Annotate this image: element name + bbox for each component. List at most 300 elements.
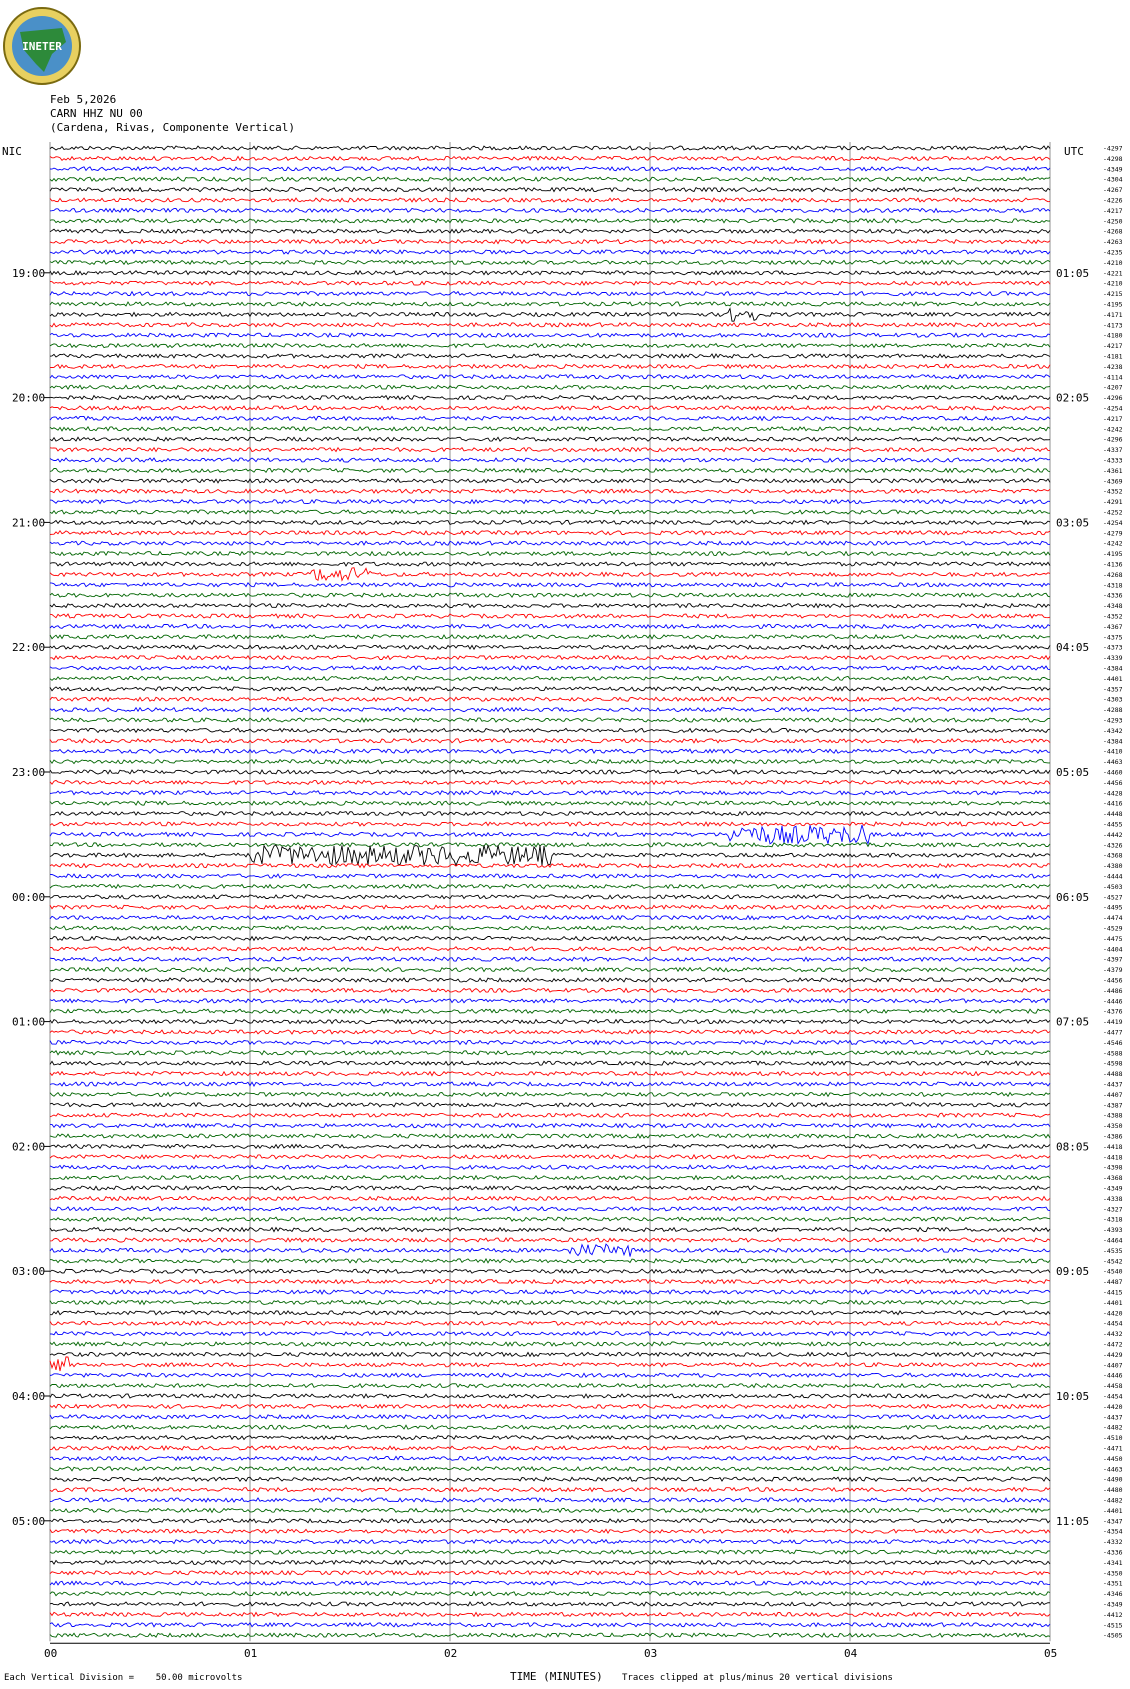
seismic-trace (50, 468, 1050, 472)
trace-offset-label: -4401 (1103, 1506, 1123, 1515)
seismic-trace (50, 1040, 1050, 1044)
seismic-trace (50, 1238, 1050, 1242)
trace-offset-label: -4387 (1103, 1101, 1123, 1110)
seismic-trace (50, 1446, 1050, 1450)
trace-offset-label: -4542 (1103, 1257, 1123, 1266)
seismic-trace (50, 167, 1050, 171)
trace-offset-label: -4477 (1103, 1028, 1123, 1037)
trace-offset-label: -4419 (1103, 1018, 1123, 1027)
seismic-trace (50, 1342, 1050, 1346)
trace-offset-label: -4361 (1103, 466, 1123, 475)
seismic-trace (50, 1612, 1050, 1616)
seismic-trace (50, 739, 1050, 743)
header-date: Feb 5,2026 (50, 93, 117, 106)
trace-offset-label: -4352 (1103, 487, 1123, 496)
seismic-trace (50, 568, 1050, 581)
x-tick-label: 03 (644, 1647, 658, 1661)
seismic-trace (50, 1196, 1050, 1200)
trace-offset-label: -4250 (1103, 217, 1123, 226)
left-hour-label: 20:00 (12, 391, 46, 405)
trace-offset-label: -4529 (1103, 924, 1123, 933)
trace-offset-label: -4398 (1103, 1163, 1123, 1172)
right-hour-label: 03:05 (1056, 516, 1090, 530)
seismic-trace (50, 1311, 1050, 1315)
trace-offset-label: -4339 (1103, 654, 1123, 663)
trace-offset-label: -4420 (1103, 1402, 1123, 1411)
trace-offset-label: -4393 (1103, 1226, 1123, 1235)
seismic-trace (50, 1321, 1050, 1325)
seismic-trace (50, 1290, 1050, 1294)
trace-offset-label: -4458 (1103, 1382, 1123, 1391)
seismic-trace (50, 666, 1050, 670)
seismic-trace (50, 1259, 1050, 1263)
trace-offset-label: -4342 (1103, 726, 1123, 735)
trace-offset-label: -4318 (1103, 1215, 1123, 1224)
seismic-trace (50, 687, 1050, 691)
seismic-trace (50, 1082, 1050, 1086)
trace-offset-label: -4368 (1103, 1174, 1123, 1183)
footer-division: Each Vertical Division = 50.00 microvolts (4, 1673, 243, 1683)
seismic-trace (50, 500, 1050, 504)
trace-offset-label: -4486 (1103, 986, 1123, 995)
trace-offset-label: -4401 (1103, 1298, 1123, 1307)
seismic-trace (50, 1498, 1050, 1502)
trace-offset-label: -4288 (1103, 706, 1123, 715)
right-hour-label: 06:05 (1056, 890, 1090, 904)
right-timezone-label: UTC (1064, 145, 1084, 158)
trace-offset-label: -4354 (1103, 1527, 1123, 1536)
seismic-trace (50, 1560, 1050, 1564)
seismic-trace (50, 884, 1050, 888)
seismic-trace (50, 604, 1050, 608)
seismic-trace (50, 1217, 1050, 1221)
trace-offset-label: -4407 (1103, 1361, 1123, 1370)
trace-offset-label: -4210 (1103, 258, 1123, 267)
seismic-trace (50, 708, 1050, 712)
trace-offset-label: -4298 (1103, 154, 1123, 163)
seismic-trace (50, 302, 1050, 306)
left-hour-label: 02:00 (12, 1140, 46, 1154)
trace-offset-label: -4195 (1103, 550, 1123, 559)
trace-offset-label: -4404 (1103, 945, 1123, 954)
seismic-trace (50, 1244, 1050, 1257)
seismic-trace (50, 1061, 1050, 1065)
right-hour-label: 01:05 (1056, 266, 1090, 280)
trace-offset-label: -4217 (1103, 414, 1123, 423)
seismic-trace (50, 1280, 1050, 1284)
trace-offset-label: -4226 (1103, 196, 1123, 205)
seismic-trace (50, 354, 1050, 358)
trace-offset-label: -4588 (1103, 1049, 1123, 1058)
seismic-trace (50, 292, 1050, 296)
seismic-trace (50, 1488, 1050, 1492)
trace-offset-label: -4221 (1103, 269, 1123, 278)
seismic-trace (50, 676, 1050, 680)
seismic-trace (50, 375, 1050, 379)
seismic-trace (50, 999, 1050, 1003)
x-tick-label: 00 (44, 1647, 58, 1661)
seismic-trace (50, 1384, 1050, 1388)
seismic-trace (50, 801, 1050, 805)
seismic-trace (50, 146, 1050, 150)
left-hour-labels (12, 267, 50, 1528)
trace-offset-label: -4332 (1103, 1538, 1123, 1547)
seismic-trace (50, 905, 1050, 909)
x-tick-label: 01 (244, 1647, 258, 1661)
seismic-trace (50, 1373, 1050, 1377)
seismic-trace (50, 1357, 1050, 1371)
trace-offset-label: -4503 (1103, 882, 1123, 891)
seismic-trace (50, 1425, 1050, 1429)
trace-offset-label: -4242 (1103, 425, 1123, 434)
x-tick-label: 02 (444, 1647, 458, 1661)
trace-offset-label: -4338 (1103, 1194, 1123, 1203)
trace-offset-label: -4384 (1103, 664, 1123, 673)
right-hour-label: 11:05 (1056, 1514, 1090, 1528)
trace-offset-label: -4416 (1103, 799, 1123, 808)
trace-offset-label: -4296 (1103, 435, 1123, 444)
trace-offset-label: -4254 (1103, 404, 1123, 413)
seismic-trace (50, 437, 1050, 441)
trace-offset-label: -4327 (1103, 1205, 1123, 1214)
seismic-trace (50, 1436, 1050, 1440)
trace-offset-label: -4351 (1103, 1579, 1123, 1588)
seismic-trace (50, 1144, 1050, 1148)
seismic-trace (50, 510, 1050, 514)
seismic-trace (50, 396, 1050, 400)
seismic-trace (50, 1176, 1050, 1180)
trace-offset-label: -4350 (1103, 1569, 1123, 1578)
seismic-trace (50, 1415, 1050, 1419)
seismic-trace (50, 208, 1050, 212)
trace-offset-label: -4448 (1103, 810, 1123, 819)
left-timezone-label: NIC (2, 145, 22, 158)
seismic-trace (50, 1477, 1050, 1481)
trace-offset-label: -4252 (1103, 508, 1123, 517)
seismic-trace (50, 531, 1050, 535)
seismic-trace (50, 1165, 1050, 1169)
seismic-trace (50, 250, 1050, 254)
trace-offset-label: -4388 (1103, 1111, 1123, 1120)
trace-offset-label: -4401 (1103, 674, 1123, 683)
trace-offset-label: -4407 (1103, 1090, 1123, 1099)
left-hour-label: 21:00 (12, 516, 46, 530)
seismic-trace (50, 1103, 1050, 1107)
seismic-trace (50, 1467, 1050, 1471)
trace-offset-label: -4267 (1103, 186, 1123, 195)
trace-offset-label: -4349 (1103, 165, 1123, 174)
trace-offset-label: -4303 (1103, 695, 1123, 704)
seismic-trace (50, 271, 1050, 275)
trace-offset-label: -4279 (1103, 529, 1123, 538)
seismic-trace (50, 416, 1050, 420)
trace-offset-label: -4352 (1103, 612, 1123, 621)
seismic-trace (50, 624, 1050, 628)
header-station: CARN HHZ NU 00 (50, 107, 143, 120)
trace-offset-label: -4455 (1103, 820, 1123, 829)
trace-offset-label: -4380 (1103, 862, 1123, 871)
seismic-trace (50, 1186, 1050, 1190)
left-hour-label: 01:00 (12, 1015, 46, 1029)
seismic-trace (50, 479, 1050, 483)
seismic-trace (50, 843, 1050, 847)
trace-offset-label: -4297 (1103, 144, 1123, 153)
left-hour-label: 03:00 (12, 1265, 46, 1279)
trace-offset-label: -4471 (1103, 1444, 1123, 1453)
left-hour-label: 19:00 (12, 266, 46, 280)
trace-offset-label: -4357 (1103, 685, 1123, 694)
trace-offset-label: -4446 (1103, 1371, 1123, 1380)
trace-offset-label: -4349 (1103, 1184, 1123, 1193)
trace-offset-label: -4210 (1103, 279, 1123, 288)
trace-offset-label: -4268 (1103, 570, 1123, 579)
header-location: (Cardena, Rivas, Componente Vertical) (50, 121, 296, 134)
trace-offset-label: -4527 (1103, 893, 1123, 902)
seismic-trace (50, 780, 1050, 784)
seismic-trace (50, 1623, 1050, 1627)
seismic-trace (50, 156, 1050, 160)
seismic-trace (50, 240, 1050, 244)
right-hour-label: 02:05 (1056, 391, 1090, 405)
seismic-trace (50, 1207, 1050, 1211)
seismic-trace (50, 822, 1050, 826)
trace-offset-label: -4410 (1103, 747, 1123, 756)
trace-offset-label: -4446 (1103, 997, 1123, 1006)
trace-offset-label: -4348 (1103, 602, 1123, 611)
seismic-trace (50, 198, 1050, 202)
trace-offset-label: -4450 (1103, 1454, 1123, 1463)
trace-offset-label: -4442 (1103, 830, 1123, 839)
right-hour-label: 07:05 (1056, 1015, 1090, 1029)
seismic-trace (50, 427, 1050, 431)
trace-offset-label: -4432 (1103, 1330, 1123, 1339)
trace-offset-label: -4207 (1103, 383, 1123, 392)
trace-offset-label: -4510 (1103, 1434, 1123, 1443)
trace-offset-label: -4235 (1103, 248, 1123, 257)
right-hour-label: 09:05 (1056, 1265, 1090, 1279)
trace-offset-label: -4333 (1103, 456, 1123, 465)
trace-offset-label: -4456 (1103, 778, 1123, 787)
trace-offset-label: -4428 (1103, 789, 1123, 798)
trace-offset-label: -4369 (1103, 477, 1123, 486)
seismic-trace (50, 1072, 1050, 1076)
seismic-trace (50, 458, 1050, 462)
seismic-trace (50, 1124, 1050, 1128)
seismic-trace (50, 1228, 1050, 1232)
trace-offset-label: -4379 (1103, 966, 1123, 975)
seismic-trace (50, 1456, 1050, 1460)
trace-offset-label: -4429 (1103, 1350, 1123, 1359)
right-hour-label: 05:05 (1056, 766, 1090, 779)
seismic-trace (50, 770, 1050, 774)
seismic-trace (50, 1269, 1050, 1273)
seismic-trace (50, 1404, 1050, 1408)
trace-offset-label: -4397 (1103, 955, 1123, 964)
seismic-trace (50, 874, 1050, 878)
trace-offset-label: -4505 (1103, 1631, 1123, 1640)
trace-offset-label: -4349 (1103, 1600, 1123, 1609)
offset-labels (1103, 145, 1123, 1640)
trace-offset-label: -4460 (1103, 768, 1123, 777)
trace-offset-label: -4464 (1103, 1236, 1123, 1245)
x-tick-label: 04 (844, 1647, 858, 1661)
left-hour-label: 23:00 (12, 766, 46, 779)
seismic-trace (50, 968, 1050, 972)
seismic-trace (50, 825, 1050, 844)
seismic-trace (50, 936, 1050, 940)
trace-offset-label: -4437 (1103, 1413, 1123, 1422)
trace-offset-label: -4318 (1103, 581, 1123, 590)
seismic-trace (50, 845, 1050, 865)
trace-offset-label: -4480 (1103, 1486, 1123, 1495)
trace-offset-label: -4386 (1103, 1132, 1123, 1141)
trace-offset-label: -4114 (1103, 373, 1123, 382)
right-hour-label: 04:05 (1056, 641, 1090, 655)
right-hour-label: 08:05 (1056, 1140, 1090, 1154)
seismic-trace (50, 309, 1050, 322)
trace-offset-label: -4463 (1103, 758, 1123, 767)
trace-offset-label: -4337 (1103, 446, 1123, 455)
right-hour-labels (1056, 267, 1089, 1528)
left-hour-label: 04:00 (12, 1390, 46, 1403)
seismic-trace (50, 1113, 1050, 1117)
seismic-trace (50, 1092, 1050, 1096)
seismic-trace (50, 552, 1050, 556)
trace-offset-label: -4136 (1103, 560, 1123, 569)
trace-offset-label: -4173 (1103, 321, 1123, 330)
trace-offset-label: -4535 (1103, 1246, 1123, 1255)
seismic-trace (50, 562, 1050, 566)
trace-offset-label: -4415 (1103, 1288, 1123, 1297)
trace-offset-label: -4454 (1103, 1319, 1123, 1328)
trace-offset-label: -4346 (1103, 1590, 1123, 1599)
trace-offset-label: -4487 (1103, 1278, 1123, 1287)
seismic-trace (50, 947, 1050, 951)
trace-offset-label: -4180 (1103, 331, 1123, 340)
left-hour-label: 00:00 (12, 890, 46, 904)
seismic-trace (50, 1155, 1050, 1159)
seismic-trace (50, 323, 1050, 327)
seismic-trace (50, 1009, 1050, 1013)
trace-offset-label: -4171 (1103, 310, 1123, 319)
seismic-trace (50, 177, 1050, 181)
seismic-trace (50, 718, 1050, 722)
left-hour-label: 22:00 (12, 641, 46, 655)
seismic-trace (50, 1592, 1050, 1596)
x-axis-ticks (44, 1647, 1057, 1660)
trace-offset-label: -4482 (1103, 1423, 1123, 1432)
trace-offset-label: -4268 (1103, 227, 1123, 236)
seismic-trace (50, 1020, 1050, 1024)
seismic-trace (50, 1550, 1050, 1554)
trace-offset-label: -4296 (1103, 394, 1123, 403)
seismic-trace (50, 697, 1050, 701)
seismic-trace (50, 656, 1050, 660)
trace-offset-label: -4598 (1103, 1059, 1123, 1068)
trace-offset-label: -4472 (1103, 1340, 1123, 1349)
seismic-trace (50, 385, 1050, 389)
seismic-trace (50, 344, 1050, 348)
seismic-trace (50, 1519, 1050, 1523)
trace-offset-label: -4474 (1103, 914, 1123, 923)
seismic-trace (50, 520, 1050, 524)
seismic-trace (50, 635, 1050, 639)
seismic-trace (50, 916, 1050, 920)
trace-offset-label: -4368 (1103, 851, 1123, 860)
seismic-trace (50, 812, 1050, 816)
seismic-trace (50, 364, 1050, 368)
seismic-trace (50, 333, 1050, 337)
right-hour-label: 10:05 (1056, 1390, 1090, 1403)
trace-offset-label: -4238 (1103, 362, 1123, 371)
seismic-trace (50, 229, 1050, 233)
seismic-trace (50, 760, 1050, 764)
logo-text: INETER (22, 40, 62, 53)
seismic-trace (50, 978, 1050, 982)
trace-offset-label: -4373 (1103, 643, 1123, 652)
seismic-trace (50, 1300, 1050, 1304)
trace-offset-label: -4454 (1103, 1392, 1123, 1401)
seismic-trace (50, 593, 1050, 597)
seismic-trace (50, 957, 1050, 961)
trace-offset-label: -4437 (1103, 1080, 1123, 1089)
seismic-trace (50, 895, 1050, 899)
seismic-trace (50, 1529, 1050, 1533)
trace-offset-label: -4215 (1103, 290, 1123, 299)
trace-offset-label: -4384 (1103, 737, 1123, 746)
trace-offset-label: -4444 (1103, 872, 1123, 881)
seismic-trace (50, 614, 1050, 618)
trace-offset-label: -4181 (1103, 352, 1123, 361)
seismic-trace (50, 1508, 1050, 1512)
seismic-trace (50, 749, 1050, 753)
trace-offset-label: -4217 (1103, 206, 1123, 215)
trace-offset-label: -4195 (1103, 300, 1123, 309)
trace-offset-label: -4254 (1103, 518, 1123, 527)
seismic-trace (50, 791, 1050, 795)
seismic-trace (50, 583, 1050, 587)
trace-offset-label: -4488 (1103, 1070, 1123, 1079)
trace-offset-label: -4341 (1103, 1558, 1123, 1567)
trace-offset-label: -4412 (1103, 1610, 1123, 1619)
trace-offset-label: -4463 (1103, 1465, 1123, 1474)
trace-offset-label: -4490 (1103, 1475, 1123, 1484)
trace-offset-label: -4515 (1103, 1621, 1123, 1630)
x-axis-title: TIME (MINUTES) (510, 1670, 603, 1683)
trace-group (50, 146, 1050, 1637)
trace-offset-label: -4291 (1103, 498, 1123, 507)
seismic-trace (50, 926, 1050, 930)
trace-offset-label: -4418 (1103, 1142, 1123, 1151)
trace-offset-label: -4376 (1103, 1007, 1123, 1016)
trace-offset-label: -4482 (1103, 1496, 1123, 1505)
seismic-trace (50, 219, 1050, 223)
seismic-trace (50, 645, 1050, 649)
seismic-trace (50, 1581, 1050, 1585)
seismic-trace (50, 1540, 1050, 1544)
trace-offset-label: -4336 (1103, 591, 1123, 600)
seismic-trace (50, 1051, 1050, 1055)
trace-offset-label: -4418 (1103, 1153, 1123, 1162)
trace-offset-label: -4350 (1103, 1122, 1123, 1131)
seismic-trace (50, 406, 1050, 410)
seismic-trace (50, 541, 1050, 545)
seismic-trace (50, 988, 1050, 992)
trace-offset-label: -4546 (1103, 1038, 1123, 1047)
trace-offset-label: -4263 (1103, 238, 1123, 247)
seismic-trace (50, 1602, 1050, 1606)
trace-offset-label: -4347 (1103, 1517, 1123, 1526)
